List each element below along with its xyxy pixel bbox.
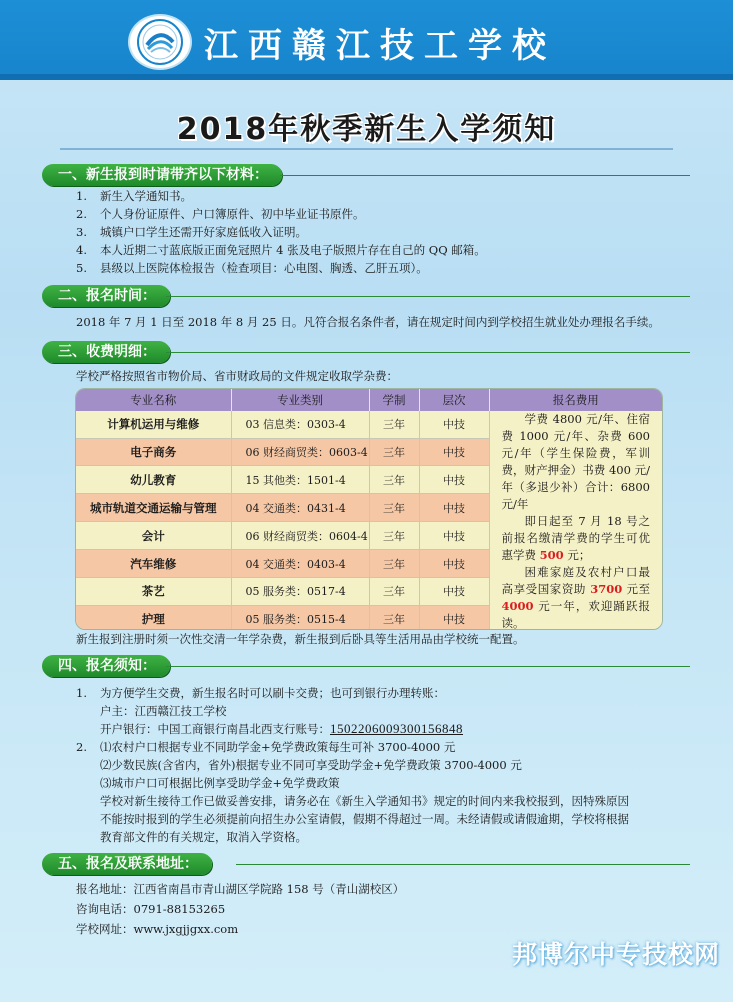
phone-text: 咨询电话：0791-88153265 — [76, 902, 226, 916]
enrollment-notice-2: 不能按时报到的学生必须提前向招生办公室请假，假期不得超过一周。未经请假或请假逾期，学校将根据 — [100, 812, 629, 826]
address-text: 报名地址：江西省南昌市青山湖区学院路 158 号（青山湖校区） — [76, 882, 405, 896]
subsidy-line-3: ⑶城市户口可根据比例享受助学金+免学费政策 — [100, 776, 340, 790]
enrollment-notice-3: 教育部文件的有关规定，取消入学资格。 — [100, 830, 307, 844]
payment-item: 1. 为方便学生交费，新生报名时可以刷卡交费；也可到银行办理转账： — [76, 686, 445, 700]
fee-table — [75, 388, 663, 630]
table-row: 电子商务 06 财经商贸类：0603-4 三年 中技 — [76, 438, 662, 466]
bank-account-number: 1502206009300156848 — [330, 721, 463, 736]
fee-note-text: 新生报到注册时须一次性交清一年学杂费，新生报到后卧具等生活用品由学校统一配置。 — [76, 632, 525, 646]
table-row: 汽车维修 04 交通类：0403-4 三年 中技 — [76, 550, 662, 578]
table-row: 茶艺 05 服务类：0517-4 三年 中技 — [76, 578, 662, 606]
section-1-rule — [280, 175, 690, 176]
subsidy-item: 2. ⑴农村户口根据专业不同助学金+免学费政策每生可补 3700-4000 元 — [76, 740, 456, 754]
table-row: 护理 05 服务类：0515-4 三年 中技 — [76, 605, 662, 630]
school-emblem-icon — [128, 14, 192, 70]
fee-details: 学费 4800 元/年、住宿费 1000 元/年、杂费 600 元/年（学生保险费，军训费，财产押金）书费 400 元/年（多退少补）合计：6800 元/年 即日起至 7 月 18 号之前报名缴清学费的学生可优惠学费 500 元； 困难家庭及农村户口最高享受国家资助 3700 元至 4000 元一年，欢迎踊跃报读。 — [489, 411, 662, 630]
list-item: 2. 个人身份证原件、户口簿原件、初中毕业证书原件。 — [76, 207, 365, 221]
title-divider — [60, 148, 673, 150]
list-item: 4. 本人近期二寸蓝底版正面免冠照片 4 张及电子版照片存在自己的 QQ 邮箱。 — [76, 243, 486, 257]
list-item: 3. 城镇户口学生还需开好家庭低收入证明。 — [76, 225, 307, 239]
registration-period-text: 2018 年 7 月 1 日至 2018 年 8 月 25 日。凡符合报名条件者，请在规定时间内到学校招生就业处办理报名手续。 — [76, 315, 660, 329]
fee-intro-text: 学校严格按照省市物价局、省市财政局的文件规定收取学杂费： — [76, 369, 398, 383]
bank-account-line: 开户银行：中国工商银行南昌北西支行账号：1502206009300156848 — [100, 721, 463, 736]
enrollment-notice-1: 学校对新生接待工作已做妥善安排，请务必在《新生入学通知书》规定的时间内来我校报到，因特殊原因 — [100, 794, 629, 808]
list-item: 5. 县级以上医院体检报告（检查项目：心电图、胸透、乙肝五项）。 — [76, 261, 428, 275]
table-header-row — [76, 389, 662, 411]
section-4-rule — [166, 666, 690, 667]
subsidy-line-2: ⑵少数民族(含省内，省外)根据专业不同可享受助学金+免学费政策 3700-4000 元 — [100, 758, 522, 772]
list-item: 1. 新生入学通知书。 — [76, 189, 192, 203]
section-4-heading: 四、报名须知： — [42, 655, 170, 677]
materials-list — [76, 187, 486, 277]
column-header: 专业类别 — [231, 389, 369, 411]
payee-text: 户主：江西赣江技工学校 — [100, 704, 227, 718]
section-2-rule — [166, 296, 690, 297]
column-header: 学制 — [369, 389, 419, 411]
table-row: 计算机运用与维修 03 信息类：0303-4 三年 中技 学费 4800 元/年、住宿费 1000 元/年、杂费 600 元/年（学生保险费，军训费，财产押金）书费 400 元/年（多退少补）合计：6800 元/年 即日起至 7 月 18 号之前报名缴清学费的学生可优惠学费 500 元； 困难家庭及农村户口最高享受国家资助 3700 元至 4000 元一年，欢迎踊跃报读。 — [76, 411, 662, 438]
site-watermark: 邦博尔中专技校网 — [512, 940, 721, 969]
school-name: 江西赣江技工学校 — [204, 26, 556, 66]
section-1-heading: 一、新生报到时请带齐以下材料： — [42, 164, 282, 186]
header-stripe — [0, 74, 733, 80]
header-banner — [0, 0, 733, 80]
section-5-rule — [236, 864, 690, 865]
column-header: 报名费用 — [489, 389, 662, 411]
section-2-heading: 二、报名时间： — [42, 285, 170, 307]
table-row: 幼儿教育 15 其他类：1501-4 三年 中技 — [76, 466, 662, 494]
table-row: 城市轨道交通运输与管理 04 交通类：0431-4 三年 中技 — [76, 494, 662, 522]
section-3-heading: 三、收费明细： — [42, 341, 170, 363]
section-3-rule — [166, 352, 690, 353]
column-header: 专业名称 — [76, 389, 231, 411]
column-header: 层次 — [419, 389, 489, 411]
section-5-heading: 五、报名及联系地址： — [42, 853, 212, 875]
page-title: 2018年秋季新生入学须知 — [176, 112, 557, 147]
table-row: 会计 06 财经商贸类：0604-4 三年 中技 — [76, 522, 662, 550]
website-text: 学校网址：www.jxgjjgxx.com — [76, 922, 239, 936]
